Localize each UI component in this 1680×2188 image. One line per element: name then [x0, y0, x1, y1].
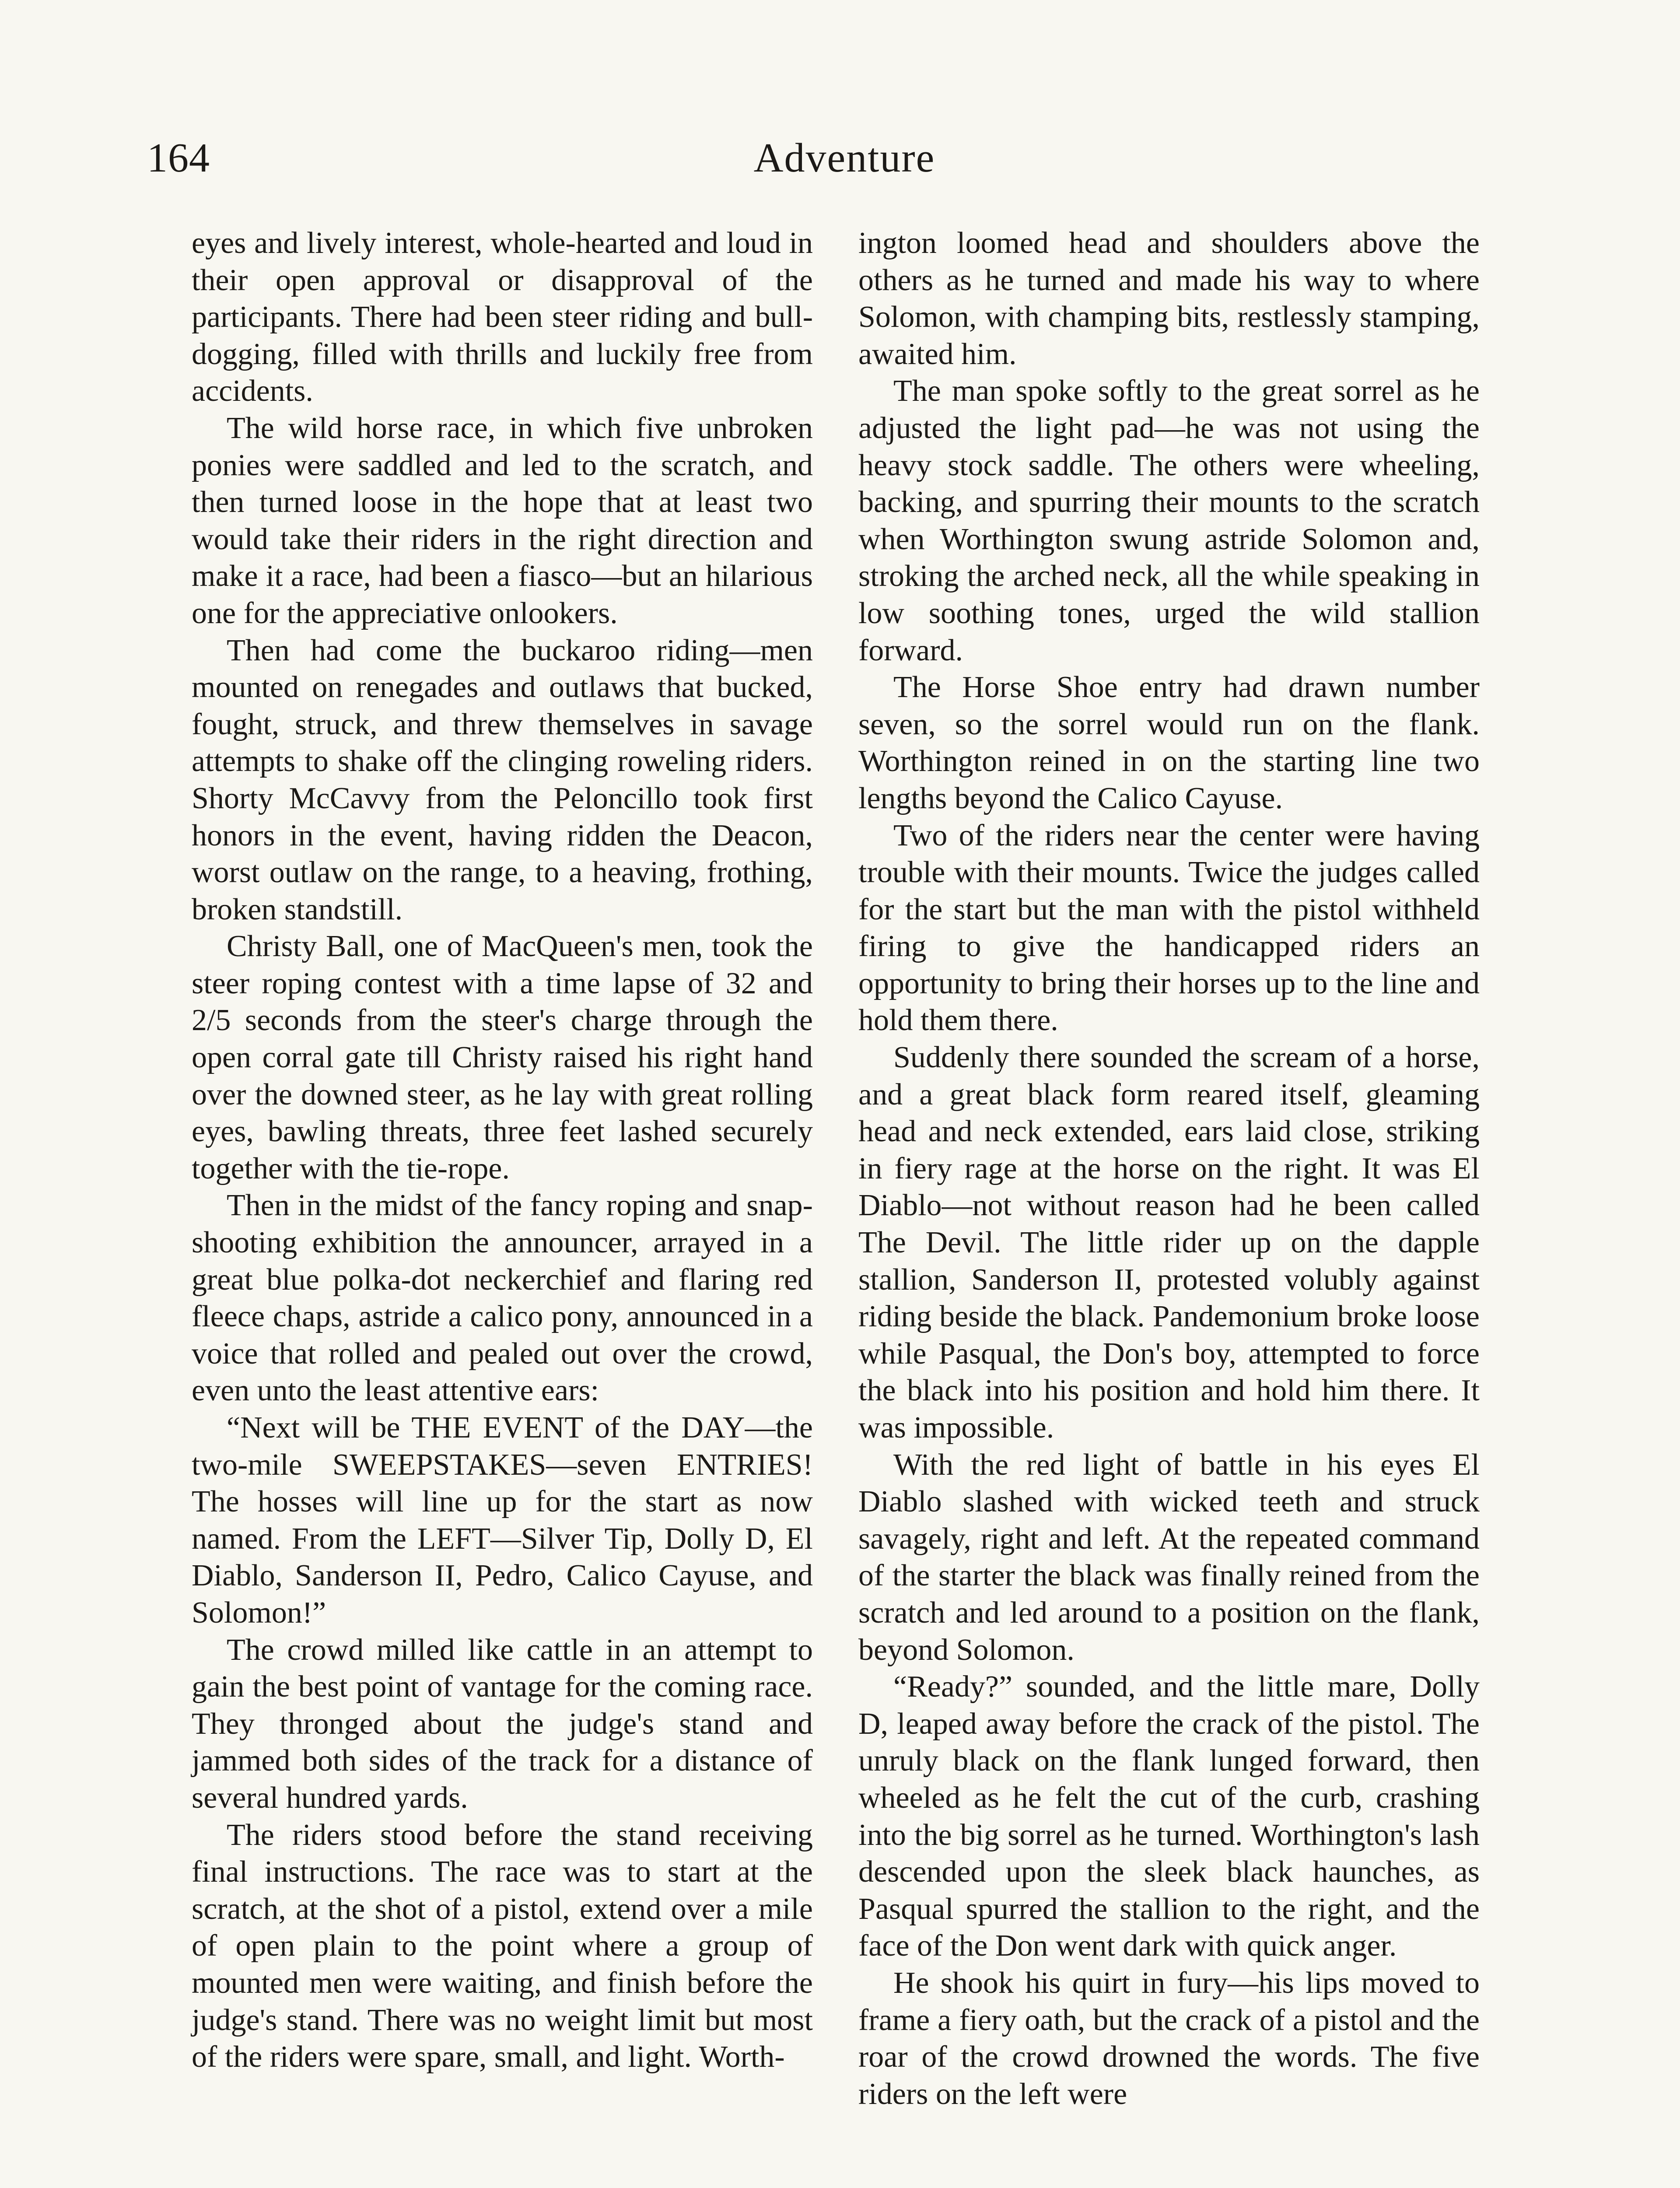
paragraph: “Ready?” sounded, and the little mare, Dolly D, leaped away before the crack of the pistol. The unruly black on the flank lunged forward, then wheeled as he felt the cut of the curb, crashing into the big sorrel as he turned. Worthington's lash descended upon the sleek black haunches, as Pasqual spurred the stallion to the right, and the face of the Don went dark with quick anger.: [858, 1670, 1480, 1963]
paragraph: He shook his quirt in fury—his lips moved to frame a fiery oath, but the crack of a pistol and the roar of the crowd drowned the words. The five riders on the left were: [858, 1966, 1480, 2111]
paragraph: The crowd milled like cattle in an attempt to gain the best point of vantage for the coming race. They thronged about the judge's stand and jammed both sides of the track for a distance of several hundred yards.: [192, 1633, 813, 1815]
paragraph: Two of the riders near the center were having trouble with their mounts. Twice the judges called for the start but the man with the pistol withheld firing to give the handicapped riders an opportunity to bring their horses up to the line and hold them there.: [858, 818, 1480, 1038]
paragraph: The Horse Shoe entry had drawn number seven, so the sorrel would run on the flank. Worthington reined in on the starting line two lengths beyond the Calico Cayuse.: [858, 670, 1480, 815]
page-number: 164: [147, 135, 210, 181]
paragraph: “Next will be THE EVENT of the DAY—the two-mile SWEEPSTAKES—seven ENTRIES! The hosses will line up for the start as now named. From the LEFT—Silver Tip, Dolly D, El Diablo, Sanderson II, Pedro, Calico Cayuse, and Solomon!”: [192, 1411, 813, 1630]
paragraph: ington loomed head and shoulders above the others as he turned and made his way to where Solomon, with champing bits, restlessly stamping, awaited him.: [858, 226, 1480, 371]
paragraph: The man spoke softly to the great sorrel as he adjusted the light pad—he was not using the heavy stock saddle. The others were wheeling, backing, and spurring their mounts to the scratch when Worthington swung astride Solomon and, stroking the arched neck, all the while speaking in low soothing tones, urged the wild stallion forward.: [858, 374, 1480, 667]
paragraph: With the red light of battle in his eyes El Diablo slashed with wicked teeth and struck savagely, right and left. At the repeated command of the starter the black was finally reined from the scratch and led around to a position on the flank, beyond Solomon.: [858, 1448, 1480, 1667]
paragraph: eyes and lively interest, whole-hearted and loud in their open approval or disapproval of the participants. There had been steer riding and bull-dogging, filled with thrills and luckily free from accidents.: [192, 226, 813, 408]
paragraph: Then had come the buckaroo riding—men mounted on renegades and outlaws that bucked, fought, struck, and threw themselves in savage attempts to shake off the clinging roweling riders. Shorty McCavvy from the Peloncillo took first honors in the event, having ridden the Deacon, worst outlaw on the range, to a heaving, frothing, broken standstill.: [192, 633, 813, 926]
paragraph: The riders stood before the stand receiving final instructions. The race was to start at the scratch, at the shot of a pistol, extend over a mile of open plain to the point where a group of mounted men were waiting, and finish before the judge's stand. There was no weight limit but most of the riders were spare, small, and light. Worth-: [192, 1818, 813, 2074]
paragraph: The wild horse race, in which five unbroken ponies were saddled and led to the scratch, and then turned loose in the hope that at least two would take their riders in the right direction and make it a race, had been a fiasco—but an hilarious one for the appreciative onlookers.: [192, 411, 813, 630]
paragraph: Christy Ball, one of MacQueen's men, took the steer roping contest with a time lapse of 32 and 2/5 seconds from the steer's charge through the open corral gate till Christy raised his right hand over the downed steer, as he lay with great rolling eyes, bawling threats, three feet lashed securely together with the tie-rope.: [192, 929, 813, 1185]
paragraph: Then in the midst of the fancy roping and snap-shooting exhibition the announcer, arrayed in a great blue polka-dot neckerchief and flaring red fleece chaps, astride a calico pony, announced in a voice that rolled and pealed out over the crowd, even unto the least attentive ears:: [192, 1189, 813, 1408]
left-column: [192, 225, 813, 2188]
paragraph: Suddenly there sounded the scream of a horse, and a great black form reared itself, gleaming head and neck extended, ears laid close, striking in fiery rage at the horse on the right. It was El Diablo—not without reason had he been called The Devil. The little rider up on the dapple stallion, Sanderson II, protested volubly against riding beside the black. Pandemonium broke loose while Pasqual, the Don's boy, attempted to force the black into his position and hold him there. It was impossible.: [858, 1041, 1480, 1445]
page-header: [131, 130, 1558, 186]
running-title: Adventure: [753, 135, 935, 181]
right-column: [858, 225, 1480, 2188]
